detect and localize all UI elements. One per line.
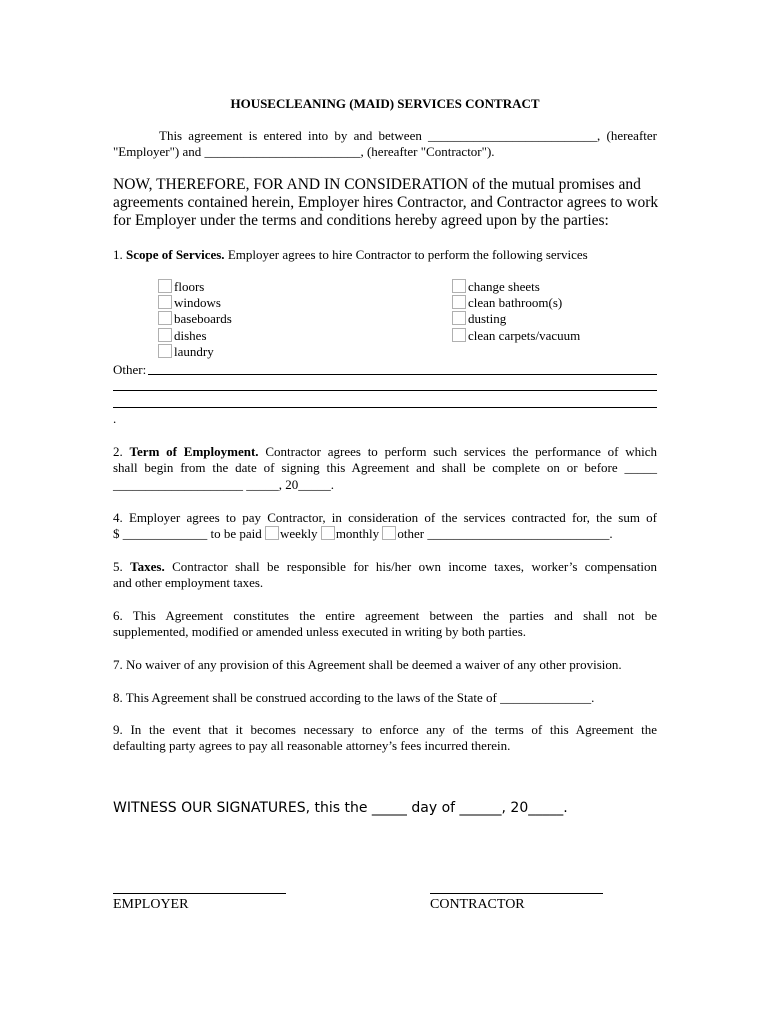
taxes-number: 5. — [113, 559, 123, 574]
checkbox-clean-bathrooms[interactable] — [452, 295, 466, 309]
option-other-label: other ____________________________. — [397, 526, 613, 541]
service-item-laundry[interactable] — [158, 344, 214, 360]
service-item-dishes[interactable] — [158, 328, 207, 344]
taxes-line-1 — [113, 559, 657, 575]
consideration-line-3: for Employer under the terms and conditions hereby agreed upon by the parties: — [113, 212, 609, 229]
checkbox-monthly[interactable] — [321, 526, 335, 540]
contractor-signature-line[interactable] — [430, 893, 603, 894]
service-label: dishes — [174, 328, 207, 343]
checkbox-baseboards[interactable] — [158, 311, 172, 325]
title-text: HOUSECLEANING (MAID) SERVICES CONTRACT — [230, 96, 540, 111]
option-monthly-label: monthly — [335, 526, 380, 541]
service-item-floors[interactable] — [158, 279, 204, 295]
payment-line-1: 4. Employer agrees to pay Contractor, in consideration of the services contracted for, the sum of — [113, 510, 657, 525]
scope-number: 1. — [113, 247, 123, 262]
other-field-line-2[interactable] — [113, 390, 657, 391]
checkbox-dusting[interactable] — [452, 311, 466, 325]
checkbox-dishes[interactable] — [158, 328, 172, 342]
service-item-baseboards[interactable] — [158, 311, 232, 327]
checkbox-change-sheets[interactable] — [452, 279, 466, 293]
consideration-line-1: NOW, THEREFORE, FOR AND IN CONSIDERATION of the mutual promises and — [113, 176, 641, 193]
checkbox-clean-carpets[interactable] — [452, 328, 466, 342]
witness-line: WITNESS OUR SIGNATURES, this the _____ day of ______, 20_____. — [113, 800, 568, 816]
enforce-line-2: defaulting party agrees to pay all reasonable attorney’s fees incurred therein. — [113, 738, 511, 753]
term-line-2: shall begin from the date of signing this Agreement and shall be complete on or before _____ — [113, 460, 657, 475]
payment-amount: $ _____________ to be paid — [113, 526, 262, 541]
term-text: Contractor agrees to perform such services the performance of which — [265, 444, 658, 459]
checkbox-other[interactable] — [382, 526, 396, 540]
service-item-windows[interactable] — [158, 295, 221, 311]
checkbox-windows[interactable] — [158, 295, 172, 309]
taxes-line-2: and other employment taxes. — [113, 575, 264, 590]
checkbox-weekly[interactable] — [265, 526, 279, 540]
page-title — [0, 96, 770, 112]
other-field-line-1[interactable] — [148, 374, 657, 375]
intro-line-2: "Employer") and ________________________, (hereafter "Contractor"). — [113, 144, 495, 159]
service-label: laundry — [174, 344, 214, 359]
term-line-1 — [113, 444, 657, 460]
other-label: Other: — [113, 362, 147, 377]
scope-heading-line — [113, 247, 588, 263]
service-label: windows — [174, 295, 221, 310]
other-field-line-3[interactable] — [113, 407, 657, 408]
consideration-line-2: agreements contained herein, Employer hires Contractor, and Contractor agrees to work — [113, 194, 659, 211]
entire-line-2: supplemented, modified or amended unless executed in writing by both parties. — [113, 624, 527, 639]
service-item-dusting[interactable] — [452, 311, 506, 327]
employer-signature-line[interactable] — [113, 893, 286, 894]
option-weekly-label: weekly — [280, 526, 318, 541]
term-number: 2. — [113, 444, 123, 459]
checkbox-floors[interactable] — [158, 279, 172, 293]
employer-label: EMPLOYER — [113, 897, 189, 912]
checkbox-laundry[interactable] — [158, 344, 172, 358]
contractor-label: CONTRACTOR — [430, 897, 525, 912]
enforce-line-1: 9. In the event that it becomes necessary to enforce any of the terms of this Agreement the — [113, 722, 657, 737]
scope-end-mark: . — [113, 411, 117, 426]
scope-heading: Scope of Services. — [126, 247, 225, 262]
service-label: change sheets — [468, 279, 540, 294]
service-item-clean-bathrooms[interactable] — [452, 295, 562, 311]
taxes-heading: Taxes. — [130, 559, 165, 574]
waiver-line: 7. No waiver of any provision of this Agreement shall be deemed a waiver of any other provision. — [113, 657, 622, 672]
service-label: dusting — [468, 311, 507, 326]
service-item-clean-carpets[interactable] — [452, 328, 580, 344]
law-line: 8. This Agreement shall be construed according to the laws of the State of ______________. — [113, 690, 595, 705]
payment-line-2 — [113, 526, 613, 542]
service-label: clean carpets/vacuum — [468, 328, 581, 343]
service-label: floors — [174, 279, 205, 294]
term-line-3: ____________________ _____, 20_____. — [113, 477, 334, 492]
scope-text: Employer agrees to hire Contractor to perform the following services — [227, 247, 588, 262]
service-label: clean bathroom(s) — [468, 295, 563, 310]
entire-line-1: 6. This Agreement constitutes the entire agreement between the parties and shall not be — [113, 608, 657, 623]
service-label: baseboards — [174, 311, 232, 326]
service-item-change-sheets[interactable] — [452, 279, 540, 295]
taxes-text: Contractor shall be responsible for his/her own income taxes, worker’s compensation — [172, 559, 658, 574]
term-heading: Term of Employment. — [129, 444, 259, 459]
intro-line-1: This agreement is entered into by and between __________________________, (hereafter — [159, 128, 657, 143]
